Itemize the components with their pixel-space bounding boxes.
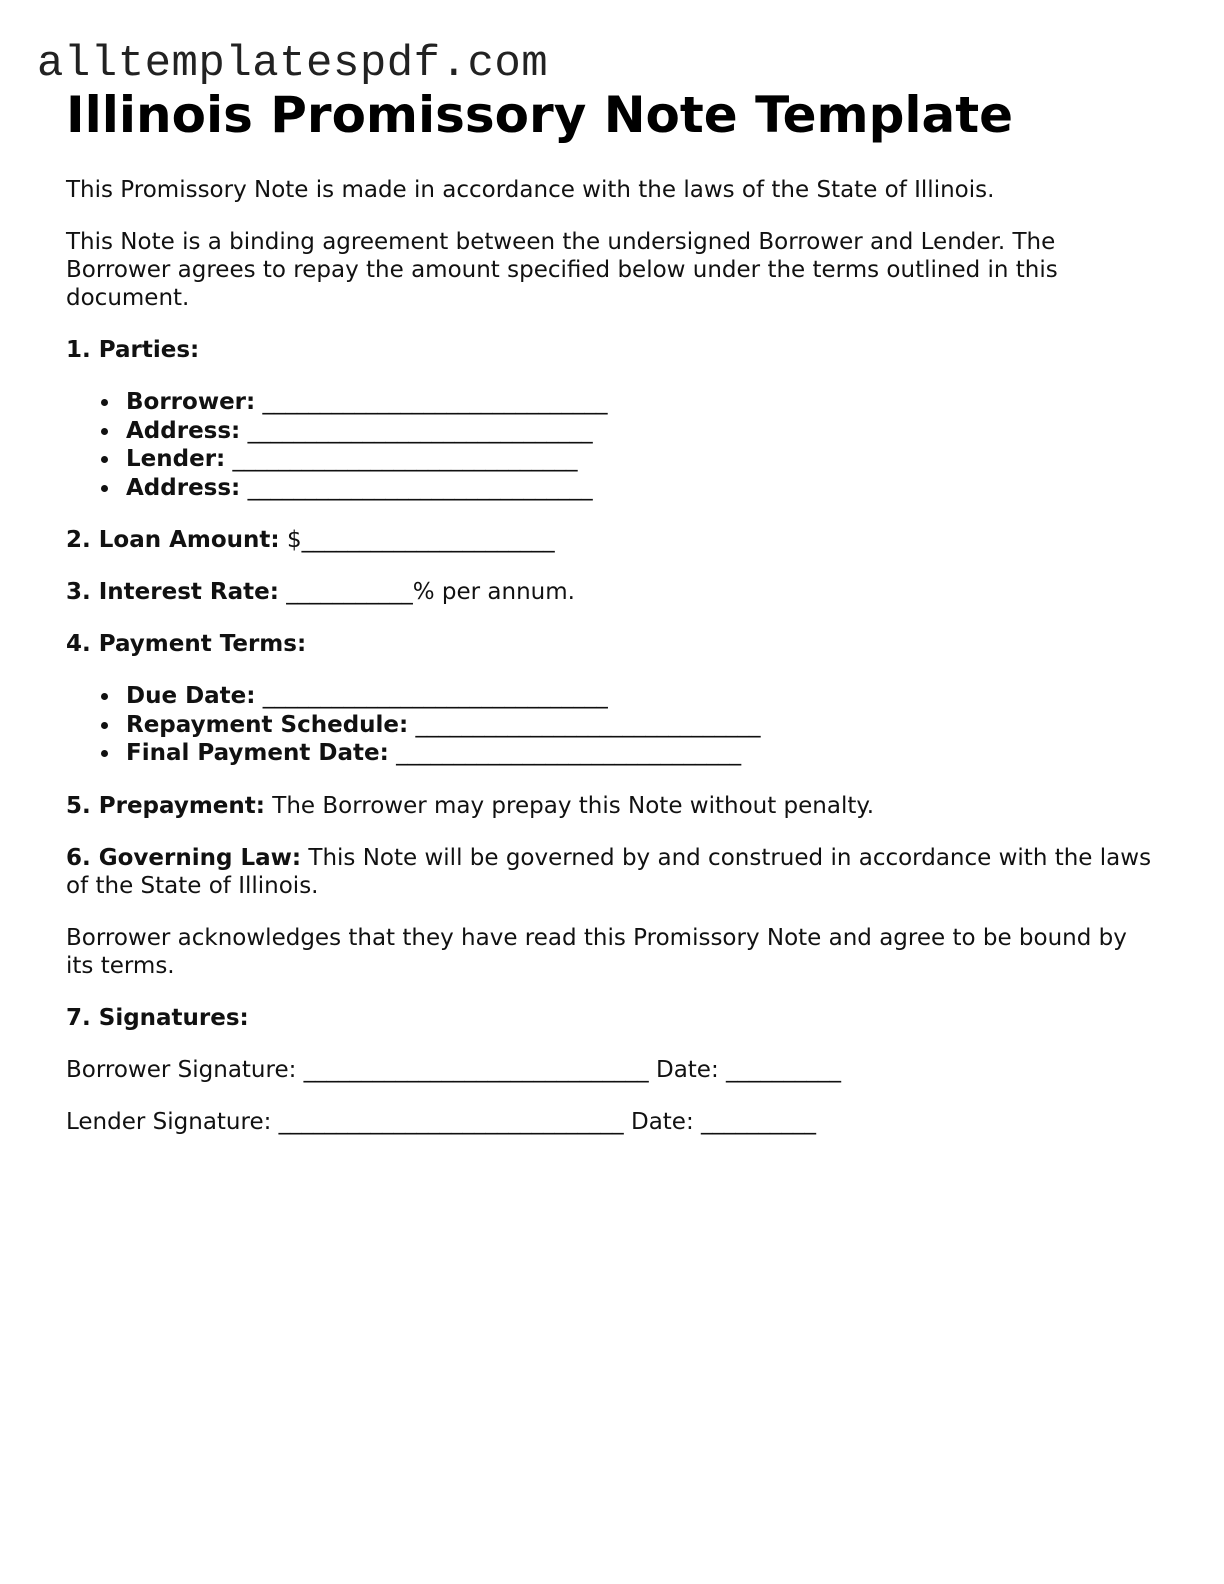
payment-terms-heading: 4. Payment Terms:	[66, 631, 307, 657]
borrower-address-blank[interactable]: ______________________________	[247, 417, 593, 444]
intro-paragraph-2: This Note is a binding agreement between the undersigned Borrower and Lender. The Borrower agrees to repay the amount specified below under the terms outlined in this document.	[66, 229, 1058, 311]
repayment-schedule-blank[interactable]: ______________________________	[415, 711, 761, 738]
payment-terms-list	[66, 682, 1156, 768]
parties-list	[66, 388, 1156, 502]
list-item	[126, 739, 1156, 768]
list-item	[126, 445, 1156, 474]
section-signatures-heading	[66, 1004, 1156, 1032]
borrower-signature-line[interactable]: Borrower Signature: ______________________________ Date: __________	[66, 1056, 842, 1083]
field-label: Final Payment Date:	[126, 740, 389, 766]
document-title: Illinois Promissory Note Template	[66, 86, 1014, 144]
loan-amount-blank[interactable]: $______________________	[286, 527, 555, 553]
loan-amount-line	[66, 526, 1156, 554]
loan-amount-label: 2. Loan Amount:	[66, 527, 280, 553]
interest-rate-label: 3. Interest Rate:	[66, 579, 279, 605]
borrower-blank[interactable]: ______________________________	[262, 389, 608, 415]
prepayment-line	[66, 792, 1156, 820]
interest-rate-blank[interactable]: ___________% per annum.	[286, 579, 575, 605]
due-date-blank[interactable]: ______________________________	[262, 683, 608, 709]
intro-paragraph-1: This Promissory Note is made in accordance with the laws of the State of Illinois.	[66, 177, 995, 203]
section-parties-heading	[66, 336, 1156, 364]
governing-law-text: This Note will be governed by and construed in accordance with the laws of the State of Illinois.	[66, 844, 1152, 899]
document-page	[66, 86, 1156, 1136]
field-label: Lender:	[126, 446, 226, 472]
final-payment-date-blank[interactable]: ______________________________	[396, 740, 742, 766]
field-label: Due Date:	[126, 683, 256, 709]
governing-law-label: 6. Governing Law:	[66, 844, 302, 871]
list-item	[126, 474, 1156, 503]
field-label: Address:	[126, 474, 241, 501]
watermark: alltemplatespdf.com	[37, 39, 549, 89]
section-payment-terms-heading	[66, 630, 1156, 658]
lender-blank[interactable]: ______________________________	[232, 446, 578, 472]
lender-signature-line[interactable]: Lender Signature: ______________________________ Date: __________	[66, 1108, 817, 1135]
field-label: Borrower:	[126, 389, 256, 415]
acknowledgment-paragraph: Borrower acknowledges that they have read this Promissory Note and agree to be bound by its terms.	[66, 924, 1127, 979]
field-label: Repayment Schedule:	[126, 711, 409, 738]
list-item	[126, 711, 1156, 740]
list-item	[126, 682, 1156, 711]
prepayment-label: 5. Prepayment:	[66, 792, 265, 819]
governing-law-line	[66, 844, 1156, 900]
list-item	[126, 388, 1156, 417]
signatures-heading: 7. Signatures:	[66, 1004, 249, 1031]
prepayment-text: The Borrower may prepay this Note without penalty.	[272, 792, 875, 819]
field-label: Address:	[126, 417, 241, 444]
interest-rate-line	[66, 578, 1156, 606]
lender-address-blank[interactable]: ______________________________	[247, 474, 593, 501]
parties-heading: 1. Parties:	[66, 337, 200, 363]
list-item	[126, 417, 1156, 446]
